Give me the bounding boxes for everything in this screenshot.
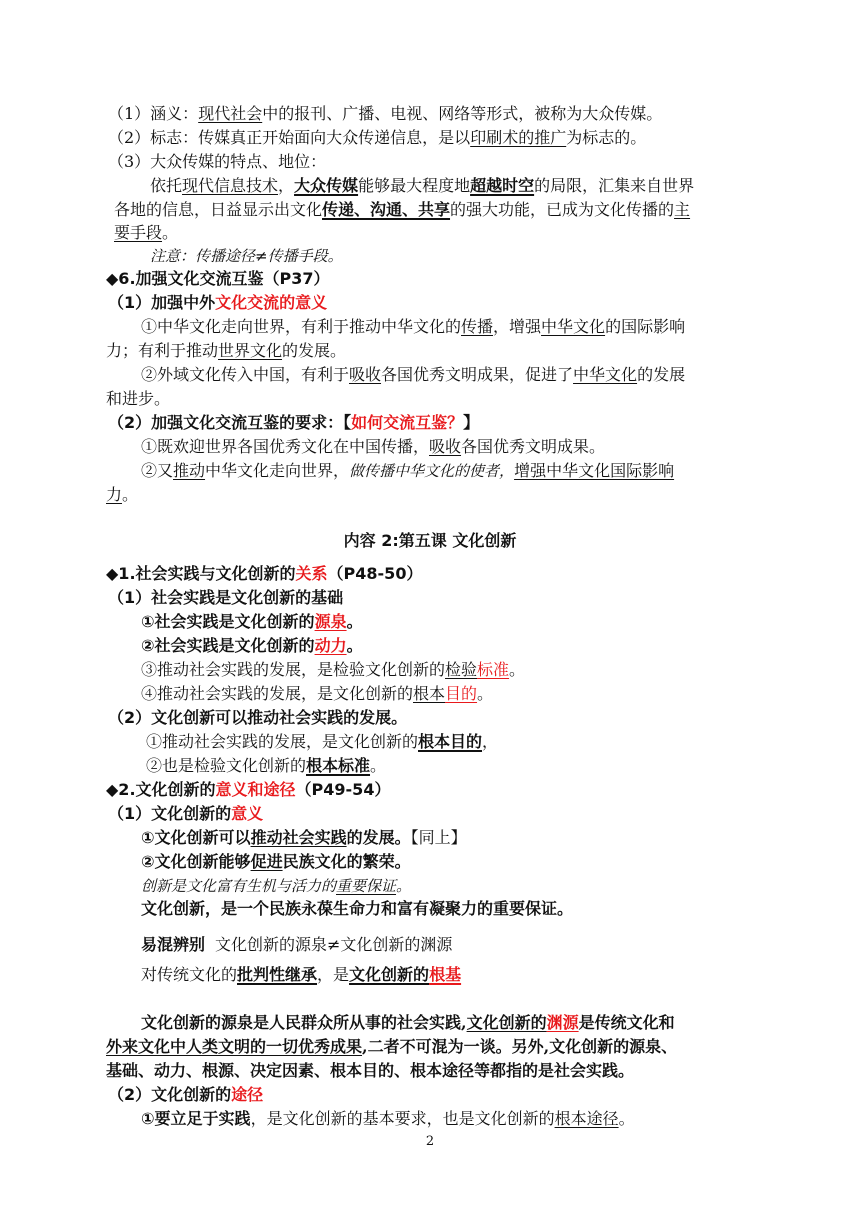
promote-item-2: ②也是检验文化创新的根本标准。 xyxy=(146,756,387,775)
significance-item-1-line-2: 力；有利于推动世界文化的发展。 xyxy=(106,341,347,360)
source-note-line-2: 外来文化中人类文明的一切优秀成果,二者不可混为一谈。另外,文化创新的源泉、 xyxy=(106,1037,678,1056)
source-note-line-1: 文化创新的源泉是人民群众所从事的社会实践,文化创新的渊源是传统文化和 xyxy=(141,1013,675,1032)
confusion-distinction: 易混辨别 文化创新的源泉≠文化创新的渊源 xyxy=(141,935,453,954)
approach-point-1: ①要立足于实践，是文化创新的基本要求，也是文化创新的根本途径。 xyxy=(141,1109,635,1128)
source-note-line-3: 基础、动力、根源、决定因素、根本目的、根本途径等都指的是社会实践。 xyxy=(106,1061,635,1080)
significance-summary: 文化创新，是一个民族永葆生命力和富有凝聚力的重要保证。 xyxy=(141,899,574,918)
exchange-significance-heading: （1）加强中外文化交流的意义 xyxy=(108,293,328,312)
exchange-requirements-heading: （2）加强文化交流互鉴的要求：【如何交流互鉴？】 xyxy=(108,413,480,432)
innovation-approach-heading: （2）文化创新的途径 xyxy=(108,1085,264,1104)
significance-note: 创新是文化富有生机与活力的重要保证。 xyxy=(141,877,412,895)
practice-basis-heading: （1）社会实践是文化创新的基础 xyxy=(108,588,344,607)
media-features-heading: （3）大众传媒的特点、地位： xyxy=(108,152,327,171)
critical-inheritance: 对传统文化的批判性继承，是文化创新的根基 xyxy=(141,965,462,984)
section-2-heading: ◆2.文化创新的意义和途径（P49-54） xyxy=(106,780,391,799)
significance-item-1-line-1: ①中华文化走向世界，有利于推动中华文化的传播，增强中华文化的国际影响 xyxy=(141,317,686,336)
innovation-significance-heading: （1）文化创新的意义 xyxy=(108,804,264,823)
media-features-line-2: 各地的信息，日益显示出文化传递、沟通、共享的强大功能，已成为文化传播的主 xyxy=(114,200,691,219)
basis-item-4: ④推动社会实践的发展，是文化创新的根本目的。 xyxy=(141,684,494,703)
basis-item-2: ②社会实践是文化创新的动力。 xyxy=(141,636,363,655)
media-features-line-3: 要手段。 xyxy=(114,223,179,242)
significance-point-1: ①文化创新可以推动社会实践的发展。【同上】 xyxy=(141,828,467,847)
significance-item-2-line-2: 和进步。 xyxy=(106,389,171,408)
basis-item-1: ①社会实践是文化创新的源泉。 xyxy=(141,612,363,631)
significance-item-2-line-1: ②外域文化传入中国，有利于吸收各国优秀文明成果，促进了中华文化的发展 xyxy=(141,365,686,384)
media-mark: （2）标志：传媒真正开始面向大众传递信息，是以印刷术的推广为标志的。 xyxy=(108,128,647,147)
requirement-2-line-2: 力。 xyxy=(106,485,139,504)
promote-item-1: ①推动社会实践的发展，是文化创新的根本目的， xyxy=(146,732,499,751)
requirement-2-line-1: ②又推动中华文化走向世界，做传播中华文化的使者，增强中华文化国际影响 xyxy=(141,461,675,480)
significance-point-2: ②文化创新能够促进民族文化的繁荣。 xyxy=(141,852,411,871)
page-number: 2 xyxy=(425,1134,435,1149)
requirement-1: ①既欢迎世界各国优秀文化在中国传播，吸收各国优秀文明成果。 xyxy=(141,437,606,456)
innovation-promotes-practice-heading: （2）文化创新可以推动社会实践的发展。 xyxy=(108,708,408,727)
media-definition: （1）涵义：现代社会中的报刊、广播、电视、网络等形式，被称为大众传媒。 xyxy=(108,104,663,123)
lesson-title: 内容 2:第五课 文化创新 xyxy=(343,531,517,550)
media-features-line-1: 依托现代信息技术，大众传媒能够最大程度地超越时空的局限，汇集来自世界 xyxy=(150,176,695,195)
basis-item-3: ③推动社会实践的发展，是检验文化创新的检验标准。 xyxy=(141,660,526,679)
section-6-heading: ◆6.加强文化交流互鉴（P37） xyxy=(106,269,330,288)
section-1-heading: ◆1.社会实践与文化创新的关系（P48-50） xyxy=(106,564,423,583)
media-note: 注意：传播途径≠传播手段。 xyxy=(150,247,343,265)
